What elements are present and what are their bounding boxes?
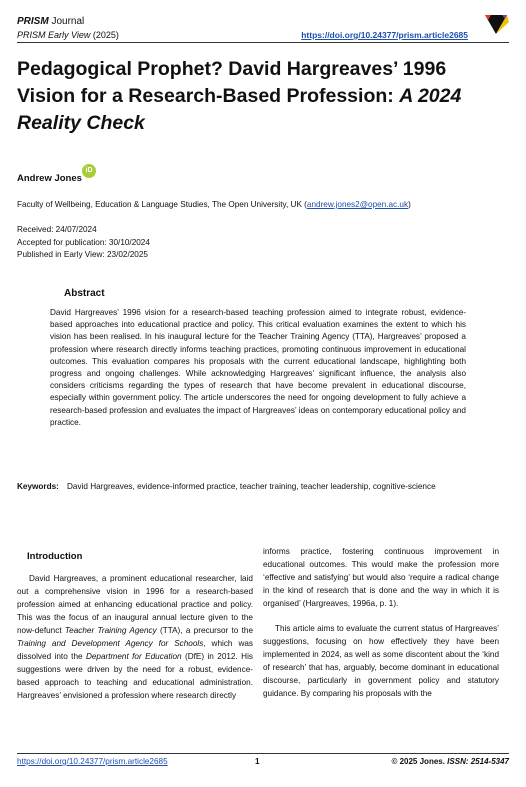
published-date: Published in Early View: 23/02/2025 [17,250,148,259]
author-email-link[interactable]: andrew.jones2@open.ac.uk [306,200,409,209]
intro-paragraph-1: David Hargreaves, a prominent educational researcher, laid out a comprehensive vision in 1996 for a research-based profession aimed at enhancing educational practice and policy. This was the focus of an inaugural annual lecture given to the now-defunct Teacher Training Agency (TTA), a precursor to the Training and Development Agency for Schools, which was dissolved into the Department for Education (DfE) in 2012. His suggestions were driven by the need for a robust, evidence-based approach to teaching and educational administration. Hargreaves’ envisioned a profession where research directly [17,574,253,700]
orcid-icon[interactable]: iD [82,164,96,178]
journal-name: PRISM Journal [17,16,85,27]
prism-logo-icon [482,10,510,38]
intro-paragraph-2: This article aims to evaluate the current status of Hargreaves’ suggestions, focusing on how effectively they have been implemented in 2024, as well as some discontent about the ‘kind of research’ that has, arguably, become dominant in educational discourse, particularly in government policy and statutory guidance. By comparing his proposals with the [263,624,499,698]
page-number: 1 [255,757,260,766]
copyright: © 2025 Jones. ISSN: 2514-5347 [391,757,509,766]
affiliation: Faculty of Wellbeing, Education & Language Studies, The Open University, UK (andrew.jones2@open.ac.uk) [17,200,411,209]
keywords-text: David Hargreaves, evidence-informed practice, teacher training, teacher leadership, cognitive-science [67,482,436,491]
keywords-label: Keywords: [17,482,59,491]
abstract-text: David Hargreaves’ 1996 vision for a research-based teaching profession aimed to integrate robust, evidence-based approaches into educational practice and policy. This critical evaluation examines the extent to which his vision has been realised. In his inaugural lecture for the Teacher Training Agency (TTA), Hargreaves’ proposed a profession where research directly informs teaching practices, promoting continuous improvement in educational outcomes. This evaluation compares his proposals with the current educational landscape, highlighting both progress and ongoing challenges. While acknowledging Hargreaves’ significant influence, the analysis also considers criticisms regarding the types of research that have become prevalent in educational discourse, especially within government policy. The article underscores the need for ongoing development to fully achieve a research-based profession and evaluates the impact of Hargreaves’ ideas on contemporary educational policy and practice. [50,308,466,427]
received-date: Received: 24/07/2024 [17,225,97,234]
intro-right-column [263,545,499,700]
abstract-heading: Abstract [64,288,105,299]
accepted-date: Accepted for publication: 30/10/2024 [17,237,150,247]
header-divider [17,42,509,43]
article-title: Pedagogical Prophet? David Hargreaves’ 1996 Vision for a Research-Based Profession: A 2024 Reality Check [17,58,462,134]
publication-dates [17,224,150,262]
author-name: Andrew Jones [17,173,82,184]
footer-divider [17,753,509,754]
early-view-label: PRISM Early View (2025) [17,30,119,40]
intro-left-column [17,572,253,702]
intro-paragraph-1-cont: informs practice, fostering continuous improvement in educational outcomes. This would make the profession more ‘effective and satisfying’ but would also ‘require a radical change in the kind of research that is done and the way in which it is organised’ (Hargreaves, 1996a, p. 1). [263,547,499,608]
header-doi-link[interactable]: https://doi.org/10.24377/prism.article2685 [301,30,468,40]
intro-heading: Introduction [27,551,83,562]
footer-doi-link[interactable]: https://doi.org/10.24377/prism.article2685 [17,757,168,766]
